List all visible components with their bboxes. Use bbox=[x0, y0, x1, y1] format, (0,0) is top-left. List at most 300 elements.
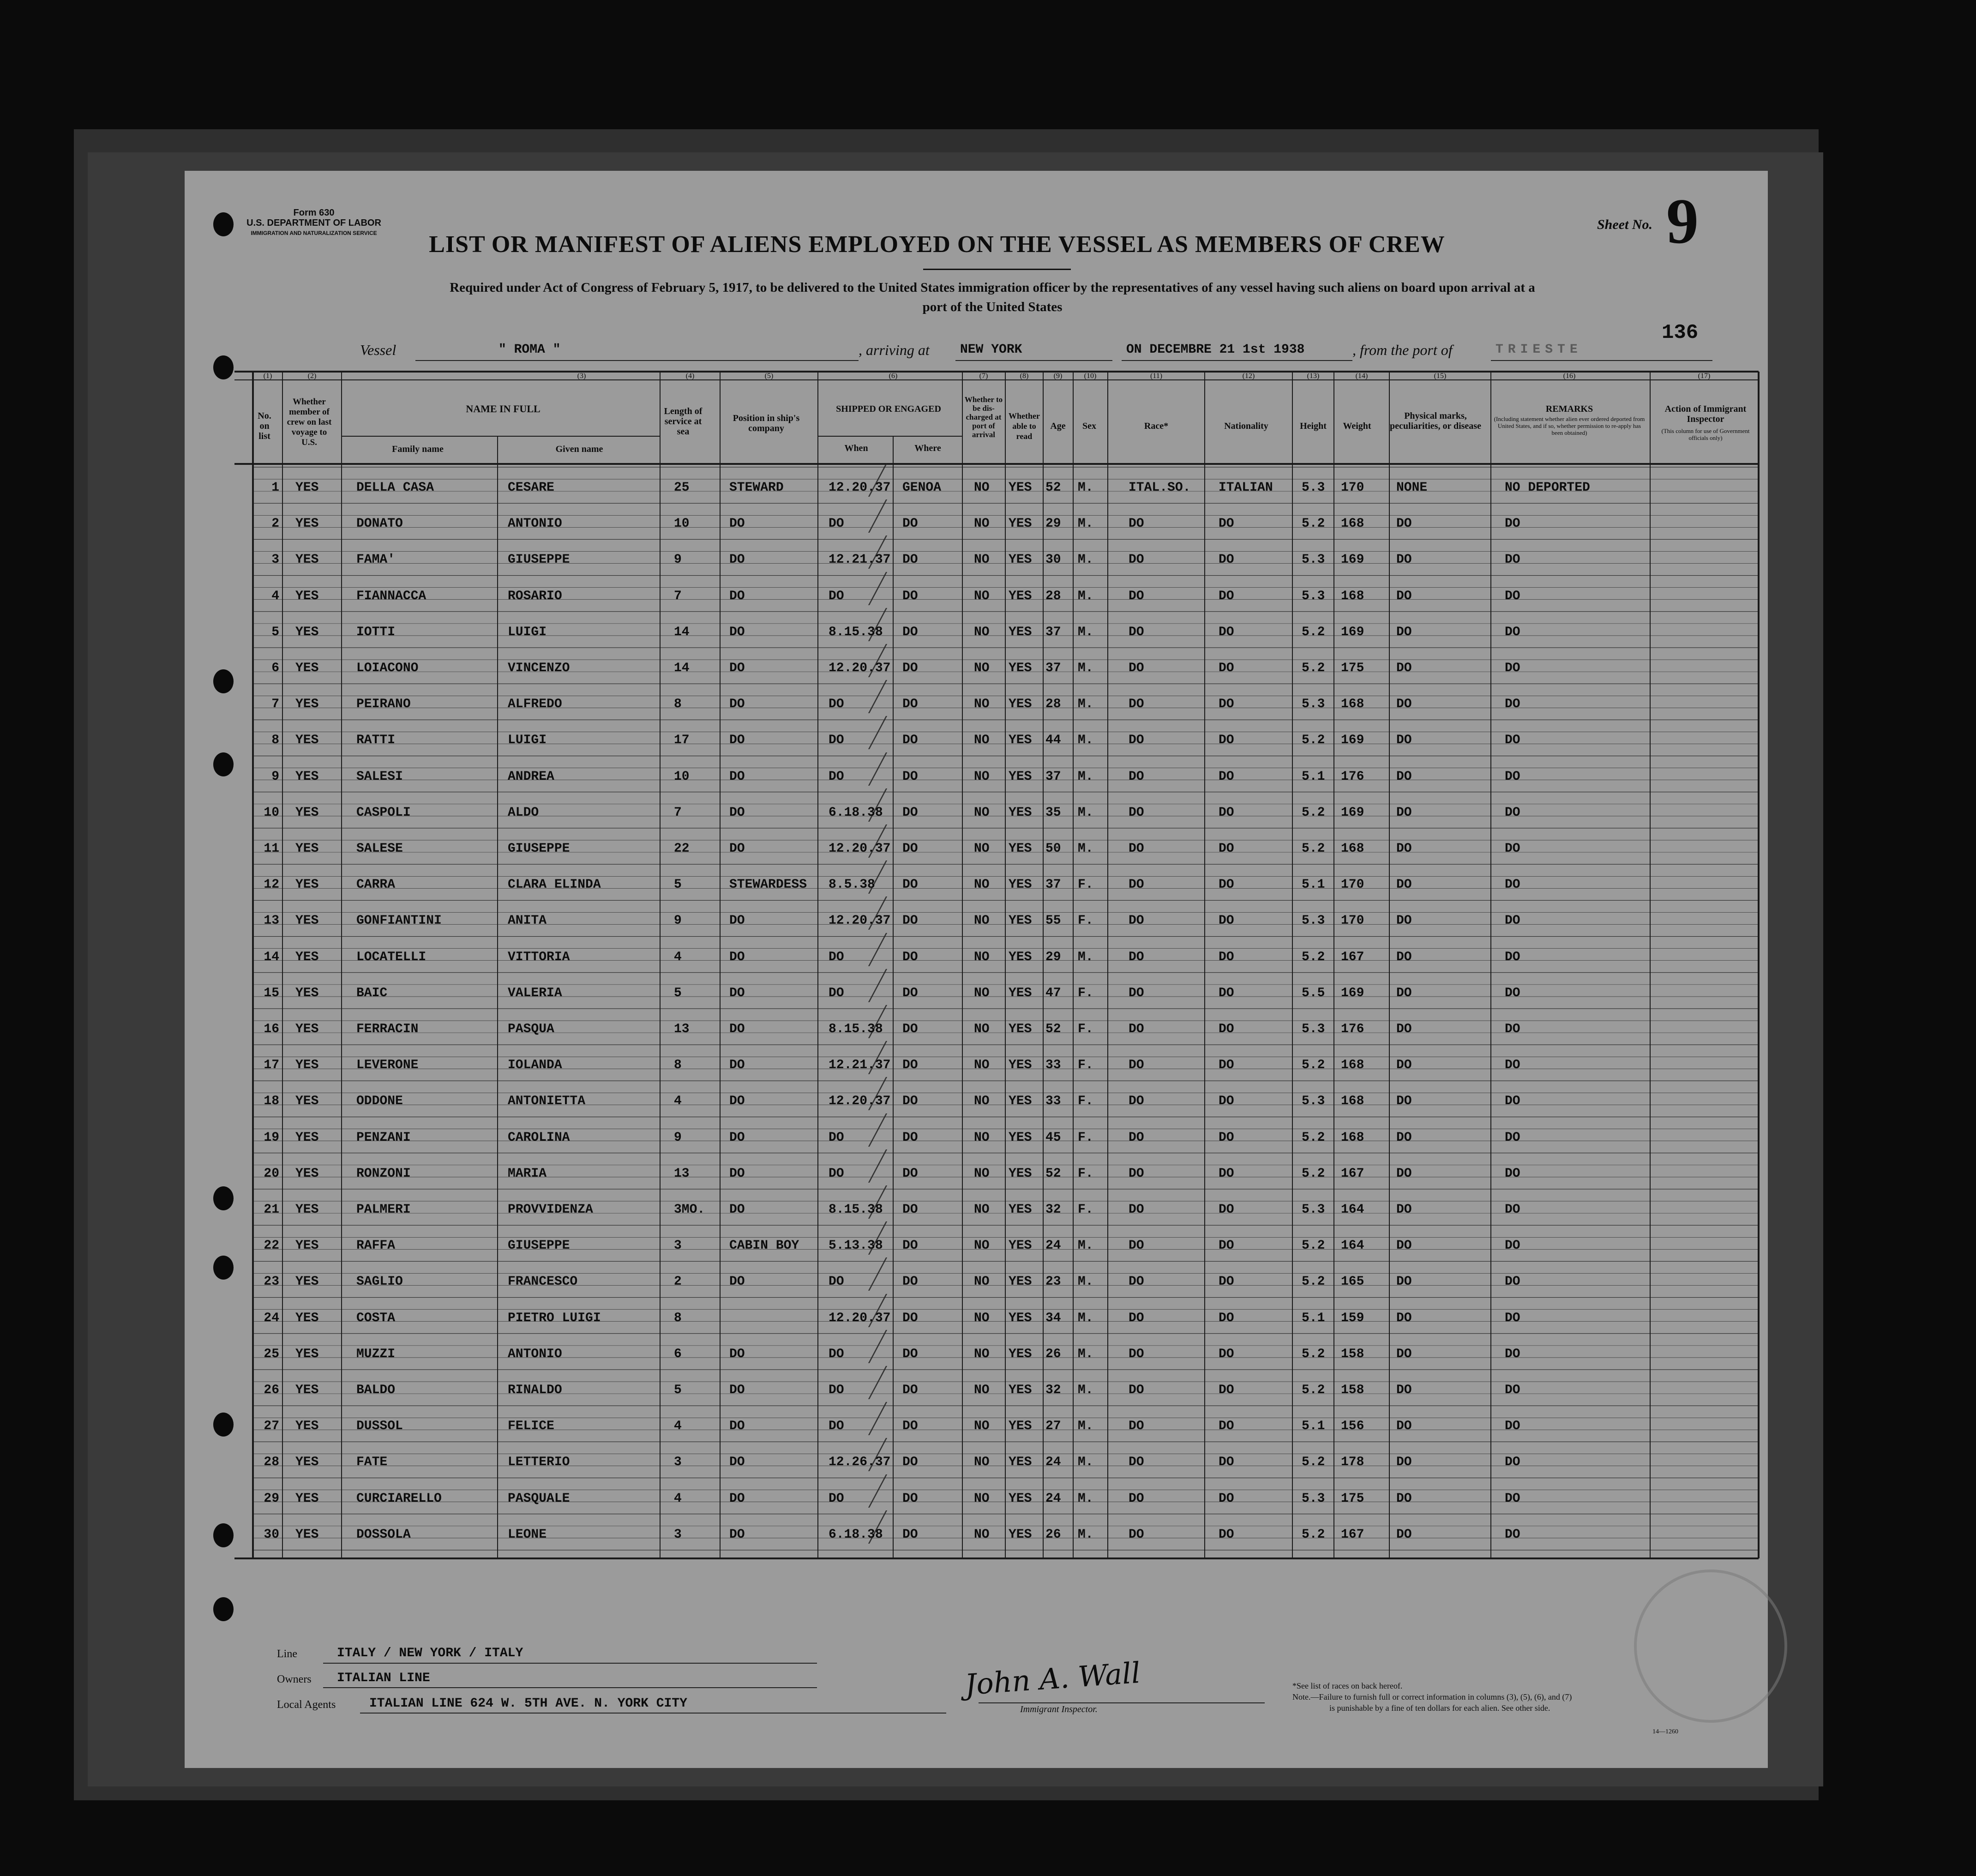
physical-marks-cell: DO bbox=[1396, 1058, 1412, 1073]
discharged-cell: NO bbox=[974, 842, 990, 856]
family-name-cell: CURCIARELLO bbox=[356, 1491, 442, 1506]
nationality-cell: DO bbox=[1219, 589, 1234, 603]
remarks-cell: DO bbox=[1505, 1275, 1520, 1289]
table-row bbox=[185, 1156, 1768, 1192]
sheet-label: Sheet No. bbox=[1597, 217, 1652, 232]
row-number: 21 bbox=[264, 1203, 279, 1217]
remarks-cell: DO bbox=[1505, 1491, 1520, 1506]
shipped-where-cell: DO bbox=[902, 805, 918, 820]
race-cell: DO bbox=[1129, 1383, 1144, 1397]
manifest-sheet bbox=[185, 171, 1768, 1768]
family-name-cell: GONFIANTINI bbox=[356, 914, 442, 928]
discharged-cell: NO bbox=[974, 517, 990, 531]
physical-marks-cell: DO bbox=[1396, 553, 1412, 567]
table-row bbox=[185, 506, 1768, 542]
able-to-read-cell: YES bbox=[1009, 805, 1032, 820]
service-length-cell: 4 bbox=[674, 1491, 682, 1506]
given-name-cell: CESARE bbox=[508, 481, 554, 495]
given-name-cell: ANTONIO bbox=[508, 1347, 562, 1361]
service-length-cell: 3 bbox=[674, 1527, 682, 1542]
nationality-cell: DO bbox=[1219, 914, 1234, 928]
arriving-label: , arriving at bbox=[859, 342, 930, 358]
race-cell: DO bbox=[1129, 805, 1144, 820]
nationality-cell: DO bbox=[1219, 769, 1234, 784]
position-cell: DO bbox=[729, 1491, 745, 1506]
prev-voyage-cell: YES bbox=[295, 1491, 319, 1506]
sex-cell: M. bbox=[1078, 769, 1093, 784]
weight-cell: 170 bbox=[1341, 914, 1364, 928]
prev-voyage-cell: YES bbox=[295, 733, 319, 748]
age-cell: 34 bbox=[1045, 1311, 1061, 1325]
nationality-cell: DO bbox=[1219, 1130, 1234, 1145]
sex-cell: M. bbox=[1078, 481, 1093, 495]
given-name-cell: PASQUALE bbox=[508, 1491, 570, 1506]
able-to-read-cell: YES bbox=[1009, 1203, 1032, 1217]
nationality-cell: DO bbox=[1219, 842, 1234, 856]
race-cell: DO bbox=[1129, 517, 1144, 531]
row-number: 8 bbox=[271, 733, 279, 748]
position-cell: DO bbox=[729, 1275, 745, 1289]
weight-cell: 168 bbox=[1341, 697, 1364, 712]
physical-marks-cell: DO bbox=[1396, 1275, 1412, 1289]
height-cell: 5.3 bbox=[1302, 481, 1325, 495]
sex-cell: M. bbox=[1078, 1491, 1093, 1506]
row-number: 22 bbox=[264, 1239, 279, 1253]
table-row bbox=[185, 1481, 1768, 1517]
row-number: 26 bbox=[264, 1383, 279, 1397]
weight-cell: 167 bbox=[1341, 950, 1364, 964]
column-number: (4) bbox=[685, 372, 695, 380]
discharged-cell: NO bbox=[974, 1166, 990, 1181]
service-length-cell: 3 bbox=[674, 1455, 682, 1470]
given-name-cell: VALERIA bbox=[508, 986, 562, 1000]
physical-marks-cell: DO bbox=[1396, 878, 1412, 892]
physical-marks-cell: DO bbox=[1396, 1166, 1412, 1181]
able-to-read-cell: YES bbox=[1009, 697, 1032, 712]
physical-marks-cell: DO bbox=[1396, 1130, 1412, 1145]
given-name-cell: GIUSEPPE bbox=[508, 1239, 570, 1253]
header-given-name: Given name bbox=[555, 444, 603, 454]
row-number: 1 bbox=[271, 481, 279, 495]
table-row bbox=[185, 1336, 1768, 1372]
position-cell: DO bbox=[729, 553, 745, 567]
remarks-cell: DO bbox=[1505, 1239, 1520, 1253]
able-to-read-cell: YES bbox=[1009, 517, 1032, 531]
shipped-when-cell: DO bbox=[829, 1130, 844, 1145]
weight-cell: 158 bbox=[1341, 1347, 1364, 1361]
prev-voyage-cell: YES bbox=[295, 1058, 319, 1073]
nationality-cell: ITALIAN bbox=[1219, 481, 1273, 495]
physical-marks-cell: NONE bbox=[1396, 481, 1428, 495]
position-cell: STEWARDESS bbox=[729, 878, 807, 892]
weight-cell: 168 bbox=[1341, 1058, 1364, 1073]
race-cell: DO bbox=[1129, 878, 1144, 892]
race-cell: DO bbox=[1129, 1527, 1144, 1542]
table-row bbox=[185, 1228, 1768, 1264]
column-number: (1) bbox=[263, 372, 272, 380]
table-row bbox=[185, 1047, 1768, 1083]
shipped-where-cell: DO bbox=[902, 1383, 918, 1397]
physical-marks-cell: DO bbox=[1396, 950, 1412, 964]
service-length-cell: 2 bbox=[674, 1275, 682, 1289]
height-cell: 5.1 bbox=[1302, 769, 1325, 784]
family-name-cell: MUZZI bbox=[356, 1347, 396, 1361]
weight-cell: 168 bbox=[1341, 589, 1364, 603]
shipped-where-cell: DO bbox=[902, 1311, 918, 1325]
given-name-cell: ROSARIO bbox=[508, 589, 562, 603]
column-number: (15) bbox=[1434, 372, 1447, 380]
height-cell: 5.1 bbox=[1302, 1419, 1325, 1434]
row-number: 11 bbox=[264, 842, 279, 856]
shipped-when-cell: 8.5.38 bbox=[829, 878, 875, 892]
prev-voyage-cell: YES bbox=[295, 986, 319, 1000]
age-cell: 50 bbox=[1045, 842, 1061, 856]
shipped-when-cell: DO bbox=[829, 1347, 844, 1361]
shipped-where-cell: DO bbox=[902, 769, 918, 784]
sex-cell: F. bbox=[1078, 1058, 1093, 1073]
agents-fill-line bbox=[360, 1713, 946, 1714]
family-name-cell: RATTI bbox=[356, 733, 396, 748]
race-cell: DO bbox=[1129, 1166, 1144, 1181]
official-stamp bbox=[1634, 1569, 1787, 1723]
able-to-read-cell: YES bbox=[1009, 481, 1032, 495]
shipped-where-cell: DO bbox=[902, 1203, 918, 1217]
sex-cell: M. bbox=[1078, 1239, 1093, 1253]
height-cell: 5.2 bbox=[1302, 1383, 1325, 1397]
shipped-when-cell: DO bbox=[829, 1419, 844, 1434]
given-name-cell: PROVVIDENZA bbox=[508, 1203, 593, 1217]
family-name-cell: FATE bbox=[356, 1455, 388, 1470]
family-name-cell: DELLA CASA bbox=[356, 481, 434, 495]
sex-cell: M. bbox=[1078, 1383, 1093, 1397]
able-to-read-cell: YES bbox=[1009, 733, 1032, 748]
nationality-cell: DO bbox=[1219, 805, 1234, 820]
remarks-cell: DO bbox=[1505, 733, 1520, 748]
shipped-when-cell: DO bbox=[829, 1166, 844, 1181]
position-cell bbox=[729, 1300, 817, 1336]
form-number: Form 630 bbox=[293, 208, 335, 218]
race-cell: DO bbox=[1129, 625, 1144, 639]
age-cell: 32 bbox=[1045, 1383, 1061, 1397]
shipped-when-cell: DO bbox=[829, 733, 844, 748]
sex-cell: M. bbox=[1078, 625, 1093, 639]
weight-cell: 178 bbox=[1341, 1455, 1364, 1470]
prev-voyage-cell: YES bbox=[295, 878, 319, 892]
sex-cell: F. bbox=[1078, 1130, 1093, 1145]
given-name-cell: LEONE bbox=[508, 1527, 547, 1542]
shipped-when-cell: DO bbox=[829, 986, 844, 1000]
service-length-cell: 9 bbox=[674, 914, 682, 928]
weight-cell: 170 bbox=[1341, 878, 1364, 892]
prev-voyage-cell: YES bbox=[295, 1383, 319, 1397]
discharged-cell: NO bbox=[974, 697, 990, 712]
sex-cell: F. bbox=[1078, 1022, 1093, 1036]
physical-marks-cell: DO bbox=[1396, 1455, 1412, 1470]
prev-voyage-cell: YES bbox=[295, 1527, 319, 1542]
able-to-read-cell: YES bbox=[1009, 1239, 1032, 1253]
vessel-label: Vessel bbox=[360, 342, 396, 358]
given-name-cell: LETTERIO bbox=[508, 1455, 570, 1470]
service-length-cell: 5 bbox=[674, 986, 682, 1000]
height-cell: 5.2 bbox=[1302, 805, 1325, 820]
weight-cell: 176 bbox=[1341, 1022, 1364, 1036]
nationality-cell: DO bbox=[1219, 1058, 1234, 1073]
nationality-cell: DO bbox=[1219, 1491, 1234, 1506]
given-name-cell: PASQUA bbox=[508, 1022, 554, 1036]
discharged-cell: NO bbox=[974, 661, 990, 675]
service-length-cell: 17 bbox=[674, 733, 690, 748]
age-cell: 33 bbox=[1045, 1058, 1061, 1073]
prev-voyage-cell: YES bbox=[295, 697, 319, 712]
print-code: 14—1260 bbox=[1652, 1728, 1678, 1735]
shipped-when-cell: DO bbox=[829, 1491, 844, 1506]
table-row bbox=[185, 1192, 1768, 1228]
discharged-cell: NO bbox=[974, 1347, 990, 1361]
remarks-cell: DO bbox=[1505, 1094, 1520, 1109]
service-length-cell: 7 bbox=[674, 589, 682, 603]
sex-cell: M. bbox=[1078, 589, 1093, 603]
given-name-cell: ANITA bbox=[508, 914, 547, 928]
subtitle-line: Required under Act of Congress of February 5, 1917, to be delivered to the United States immigration officer by the representatives of any vessel having such aliens on board upon arrival at a bbox=[450, 280, 1535, 295]
race-cell: DO bbox=[1129, 1058, 1144, 1073]
position-cell: DO bbox=[729, 1130, 745, 1145]
position-cell: DO bbox=[729, 1166, 745, 1181]
height-cell: 5.5 bbox=[1302, 986, 1325, 1000]
able-to-read-cell: YES bbox=[1009, 625, 1032, 639]
able-to-read-cell: YES bbox=[1009, 1094, 1032, 1109]
given-name-cell: ALFREDO bbox=[508, 697, 562, 712]
family-name-cell: BAIC bbox=[356, 986, 388, 1000]
remarks-cell: DO bbox=[1505, 661, 1520, 675]
position-cell: DO bbox=[729, 733, 745, 748]
nationality-cell: DO bbox=[1219, 878, 1234, 892]
prev-voyage-cell: YES bbox=[295, 625, 319, 639]
nationality-cell: DO bbox=[1219, 733, 1234, 748]
header-discharged: Whether to be dis-charged at port of arrival bbox=[964, 395, 1003, 439]
race-cell: DO bbox=[1129, 1491, 1144, 1506]
race-cell: DO bbox=[1129, 1275, 1144, 1289]
able-to-read-cell: YES bbox=[1009, 1347, 1032, 1361]
age-cell: 37 bbox=[1045, 625, 1061, 639]
position-cell: CABIN BOY bbox=[729, 1239, 799, 1253]
discharged-cell: NO bbox=[974, 1527, 990, 1542]
row-number: 25 bbox=[264, 1347, 279, 1361]
service-length-cell: 4 bbox=[674, 1094, 682, 1109]
header-where: Where bbox=[914, 443, 941, 453]
service-length-cell: 3 bbox=[674, 1239, 682, 1253]
position-cell: DO bbox=[729, 661, 745, 675]
column-number: (11) bbox=[1150, 372, 1163, 380]
given-name-cell: CAROLINA bbox=[508, 1130, 570, 1145]
race-cell: DO bbox=[1129, 769, 1144, 784]
row-number: 12 bbox=[264, 878, 279, 892]
nationality-cell: DO bbox=[1219, 1455, 1234, 1470]
table-row bbox=[185, 542, 1768, 578]
age-cell: 32 bbox=[1045, 1203, 1061, 1217]
header-position: Position in ship's company bbox=[733, 413, 800, 433]
footnote: is punishable by a fine of ten dollars for each alien. See other side. bbox=[1329, 1703, 1550, 1713]
table-row bbox=[185, 686, 1768, 722]
race-cell: DO bbox=[1129, 950, 1144, 964]
row-number: 10 bbox=[264, 805, 279, 820]
age-cell: 27 bbox=[1045, 1419, 1061, 1434]
race-cell: DO bbox=[1129, 842, 1144, 856]
able-to-read-cell: YES bbox=[1009, 1130, 1032, 1145]
prev-voyage-cell: YES bbox=[295, 950, 319, 964]
remarks-cell: DO bbox=[1505, 1022, 1520, 1036]
shipped-when-cell: 6.18.38 bbox=[829, 805, 883, 820]
age-cell: 35 bbox=[1045, 805, 1061, 820]
sex-cell: F. bbox=[1078, 1094, 1093, 1109]
shipped-where-cell: DO bbox=[902, 1239, 918, 1253]
header-height: Height bbox=[1300, 421, 1327, 431]
service-length-cell: 14 bbox=[674, 661, 690, 675]
shipped-when-cell: 12.20.37 bbox=[829, 481, 891, 495]
shipped-where-cell: DO bbox=[902, 661, 918, 675]
row-number: 19 bbox=[264, 1130, 279, 1145]
height-cell: 5.2 bbox=[1302, 1058, 1325, 1073]
discharged-cell: NO bbox=[974, 553, 990, 567]
weight-cell: 169 bbox=[1341, 625, 1364, 639]
shipped-where-cell: DO bbox=[902, 1130, 918, 1145]
discharged-cell: NO bbox=[974, 1239, 990, 1253]
table-row bbox=[185, 1120, 1768, 1156]
service-length-cell: 25 bbox=[674, 481, 690, 495]
column-number: (16) bbox=[1563, 372, 1576, 380]
position-cell: DO bbox=[729, 950, 745, 964]
remarks-cell: DO bbox=[1505, 805, 1520, 820]
nationality-cell: DO bbox=[1219, 1347, 1234, 1361]
given-name-cell: FRANCESCO bbox=[508, 1275, 578, 1289]
shipped-when-cell: 12.20.37 bbox=[829, 661, 891, 675]
shipped-where-cell: DO bbox=[902, 1058, 918, 1073]
table-row bbox=[185, 722, 1768, 758]
column-number: (10) bbox=[1084, 372, 1097, 380]
family-name-cell: ODDONE bbox=[356, 1094, 403, 1109]
subtitle-line: port of the United States bbox=[922, 300, 1063, 314]
race-cell: DO bbox=[1129, 1094, 1144, 1109]
sex-cell: F. bbox=[1078, 878, 1093, 892]
row-number: 14 bbox=[264, 950, 279, 964]
able-to-read-cell: YES bbox=[1009, 1383, 1032, 1397]
nationality-cell: DO bbox=[1219, 1239, 1234, 1253]
position-cell: DO bbox=[729, 1455, 745, 1470]
remarks-cell: NO DEPORTED bbox=[1505, 481, 1590, 495]
prev-voyage-cell: YES bbox=[295, 553, 319, 567]
position-cell: DO bbox=[729, 769, 745, 784]
nationality-cell: DO bbox=[1219, 1166, 1234, 1181]
prev-voyage-cell: YES bbox=[295, 1347, 319, 1361]
race-cell: DO bbox=[1129, 1419, 1144, 1434]
able-to-read-cell: YES bbox=[1009, 1275, 1032, 1289]
physical-marks-cell: DO bbox=[1396, 805, 1412, 820]
age-cell: 52 bbox=[1045, 481, 1061, 495]
discharged-cell: NO bbox=[974, 1203, 990, 1217]
weight-cell: 164 bbox=[1341, 1203, 1364, 1217]
line-label: Line bbox=[277, 1648, 297, 1660]
table-row bbox=[185, 939, 1768, 975]
family-name-cell: CASPOLI bbox=[356, 805, 411, 820]
age-cell: 24 bbox=[1045, 1491, 1061, 1506]
physical-marks-cell: DO bbox=[1396, 842, 1412, 856]
shipped-when-cell: DO bbox=[829, 950, 844, 964]
column-number: (2) bbox=[307, 372, 317, 380]
shipped-when-cell: 8.15.38 bbox=[829, 625, 883, 639]
footnote: *See list of races on back hereof. bbox=[1292, 1681, 1403, 1690]
shipped-where-cell: DO bbox=[902, 589, 918, 603]
race-cell: DO bbox=[1129, 697, 1144, 712]
able-to-read-cell: YES bbox=[1009, 878, 1032, 892]
weight-cell: 168 bbox=[1341, 1130, 1364, 1145]
race-cell: DO bbox=[1129, 1022, 1144, 1036]
header-name-group: NAME IN FULL bbox=[466, 403, 541, 415]
shipped-when-cell: DO bbox=[829, 769, 844, 784]
from-label: , from the port of bbox=[1352, 342, 1453, 358]
age-cell: 29 bbox=[1045, 950, 1061, 964]
header-remarks-note: (Including statement whether alien ever ordered deported from United States, and if so, whether permission to re-apply has been obtained) bbox=[1494, 415, 1645, 436]
weight-cell: 176 bbox=[1341, 769, 1364, 784]
sex-cell: M. bbox=[1078, 950, 1093, 964]
height-cell: 5.3 bbox=[1302, 589, 1325, 603]
weight-cell: 159 bbox=[1341, 1311, 1364, 1325]
row-number: 24 bbox=[264, 1311, 279, 1325]
age-cell: 24 bbox=[1045, 1239, 1061, 1253]
nationality-cell: DO bbox=[1219, 1203, 1234, 1217]
arrival-date: ON DECEMBRE 21 1st 1938 bbox=[1126, 343, 1305, 357]
shipped-where-cell: DO bbox=[902, 1275, 918, 1289]
weight-cell: 170 bbox=[1341, 481, 1364, 495]
age-cell: 52 bbox=[1045, 1022, 1061, 1036]
service-length-cell: 8 bbox=[674, 1058, 682, 1073]
agents-value: ITALIAN LINE 624 W. 5TH AVE. N. YORK CITY bbox=[369, 1696, 687, 1711]
able-to-read-cell: YES bbox=[1009, 914, 1032, 928]
sex-cell: M. bbox=[1078, 1347, 1093, 1361]
age-cell: 23 bbox=[1045, 1275, 1061, 1289]
service-length-cell: 3MO. bbox=[674, 1203, 705, 1217]
race-cell: DO bbox=[1129, 986, 1144, 1000]
prev-voyage-cell: YES bbox=[295, 1130, 319, 1145]
nationality-cell: DO bbox=[1219, 1311, 1234, 1325]
position-cell: DO bbox=[729, 1419, 745, 1434]
row-number: 29 bbox=[264, 1491, 279, 1506]
position-cell: DO bbox=[729, 842, 745, 856]
page-number: 136 bbox=[1662, 321, 1699, 344]
owners-fill-line bbox=[323, 1687, 817, 1688]
height-cell: 5.2 bbox=[1302, 1527, 1325, 1542]
prev-voyage-cell: YES bbox=[295, 1239, 319, 1253]
family-name-cell: SAGLIO bbox=[356, 1275, 403, 1289]
nationality-cell: DO bbox=[1219, 553, 1234, 567]
family-name-cell: PENZANI bbox=[356, 1130, 411, 1145]
age-cell: 28 bbox=[1045, 589, 1061, 603]
physical-marks-cell: DO bbox=[1396, 1094, 1412, 1109]
service-length-cell: 22 bbox=[674, 842, 690, 856]
discharged-cell: NO bbox=[974, 1275, 990, 1289]
given-name-cell: GIUSEPPE bbox=[508, 842, 570, 856]
remarks-cell: DO bbox=[1505, 625, 1520, 639]
shipped-when-cell: DO bbox=[829, 517, 844, 531]
prev-voyage-cell: YES bbox=[295, 481, 319, 495]
physical-marks-cell: DO bbox=[1396, 1239, 1412, 1253]
position-cell: STEWARD bbox=[729, 481, 784, 495]
given-name-cell: ALDO bbox=[508, 805, 539, 820]
physical-marks-cell: DO bbox=[1396, 914, 1412, 928]
shipped-when-cell: DO bbox=[829, 1383, 844, 1397]
discharged-cell: NO bbox=[974, 986, 990, 1000]
sex-cell: F. bbox=[1078, 1203, 1093, 1217]
shipped-where-cell: DO bbox=[902, 733, 918, 748]
discharged-cell: NO bbox=[974, 1455, 990, 1470]
